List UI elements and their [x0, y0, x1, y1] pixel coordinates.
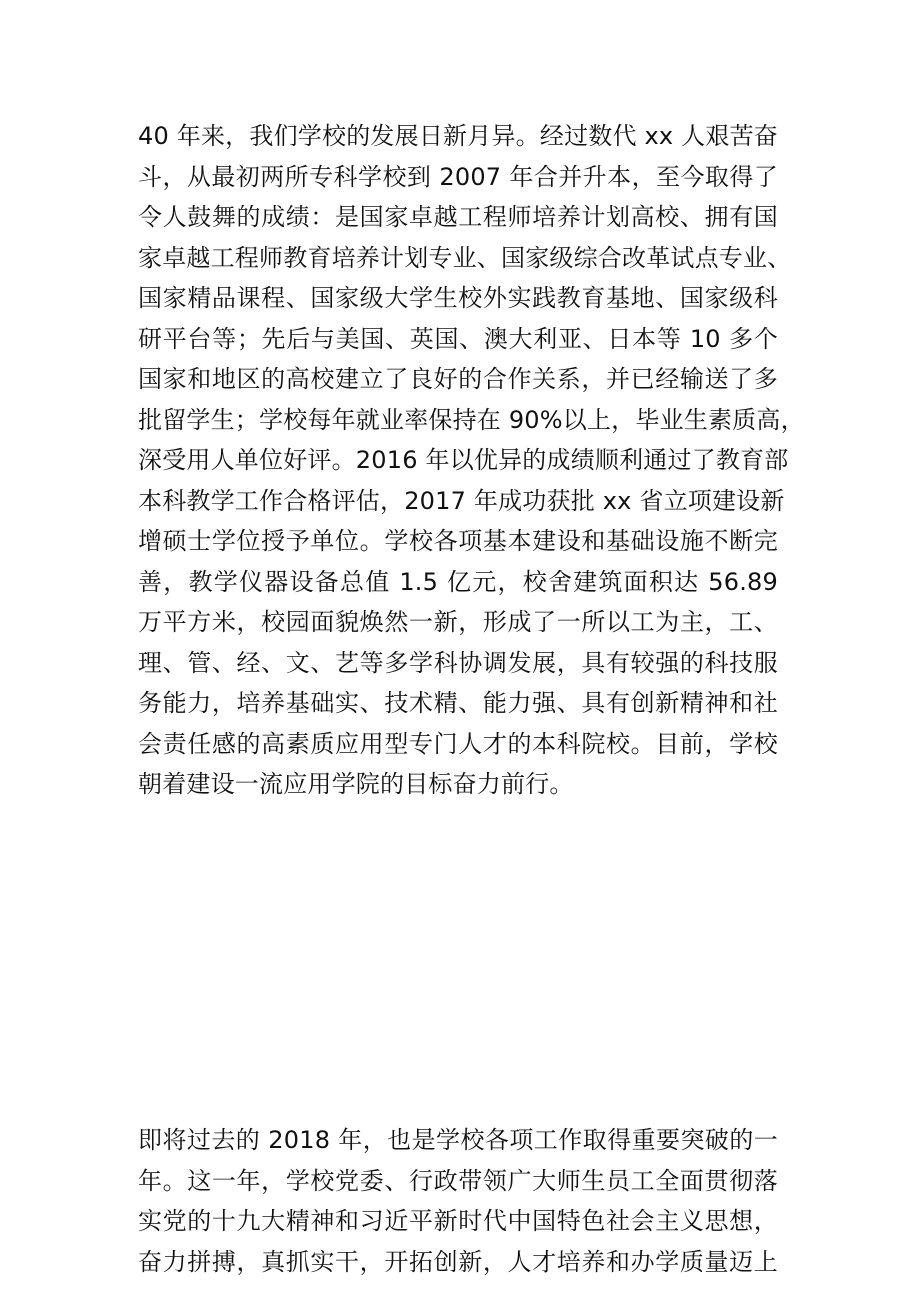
text-line: 令人鼓舞的成绩：是国家卓越工程师培养计划高校、拥有国 — [138, 203, 778, 231]
paragraph-school-development — [138, 116, 805, 805]
text-line: 理、管、经、文、艺等多学科协调发展，具有较强的科技服 — [138, 648, 778, 677]
text-line: 实党的十九大精神和习近平新时代中国特色社会主义思想， — [138, 1207, 778, 1235]
text-line: 会责任感的高素质应用型专门人才的本科院校。目前，学校 — [138, 729, 778, 758]
text-line: 40 年来，我们学校的发展日新月异。经过数代 xx 人艰苦奋 — [138, 122, 778, 150]
text-line: 国家精品课程、国家级大学生校外实践教育基地、国家级科 — [138, 284, 778, 312]
text-line: 深受用人单位好评。2016 年以优异的成绩顺利通过了教育部 — [138, 446, 789, 474]
text-line: 万平方米，校园面貌焕然一新，形成了一所以工为主，工、 — [138, 608, 778, 636]
text-line: 研平台等；先后与美国、英国、澳大利亚、日本等 10 多个 — [138, 324, 778, 353]
text-line: 家卓越工程师教育培养计划专业、国家级综合改革试点专业、 — [138, 243, 792, 272]
text-line: 奋力拼搏，真抓实干，开拓创新，人才培养和办学质量迈上 — [138, 1247, 778, 1276]
text-line: 增硕士学位授予单位。学校各项基本建设和基础设施不断完 — [138, 527, 778, 555]
text-line: 斗，从最初两所专科学校到 2007 年合并升本，至今取得了 — [138, 162, 778, 191]
text-line: 本科教学工作合格评估，2017 年成功获批 xx 省立项建设新 — [138, 486, 785, 515]
text-line: 务能力，培养基础实、技术精、能力强、具有创新精神和社 — [138, 689, 778, 717]
paragraph-year-2018 — [138, 1120, 778, 1282]
text-line: 朝着建设一流应用学院的目标奋力前行。 — [138, 770, 574, 798]
text-line: 年。这一年，学校党委、行政带领广大师生员工全面贯彻落 — [138, 1166, 778, 1195]
text-line: 即将过去的 2018 年，也是学校各项工作取得重要突破的一 — [138, 1126, 778, 1154]
text-line: 批留学生；学校每年就业率保持在 90%以上，毕业生素质高， — [138, 405, 805, 434]
text-line: 善，教学仪器设备总值 1.5 亿元，校舍建筑面积达 56.89 — [138, 567, 778, 596]
text-line: 国家和地区的高校建立了良好的合作关系，并已经输送了多 — [138, 365, 778, 393]
